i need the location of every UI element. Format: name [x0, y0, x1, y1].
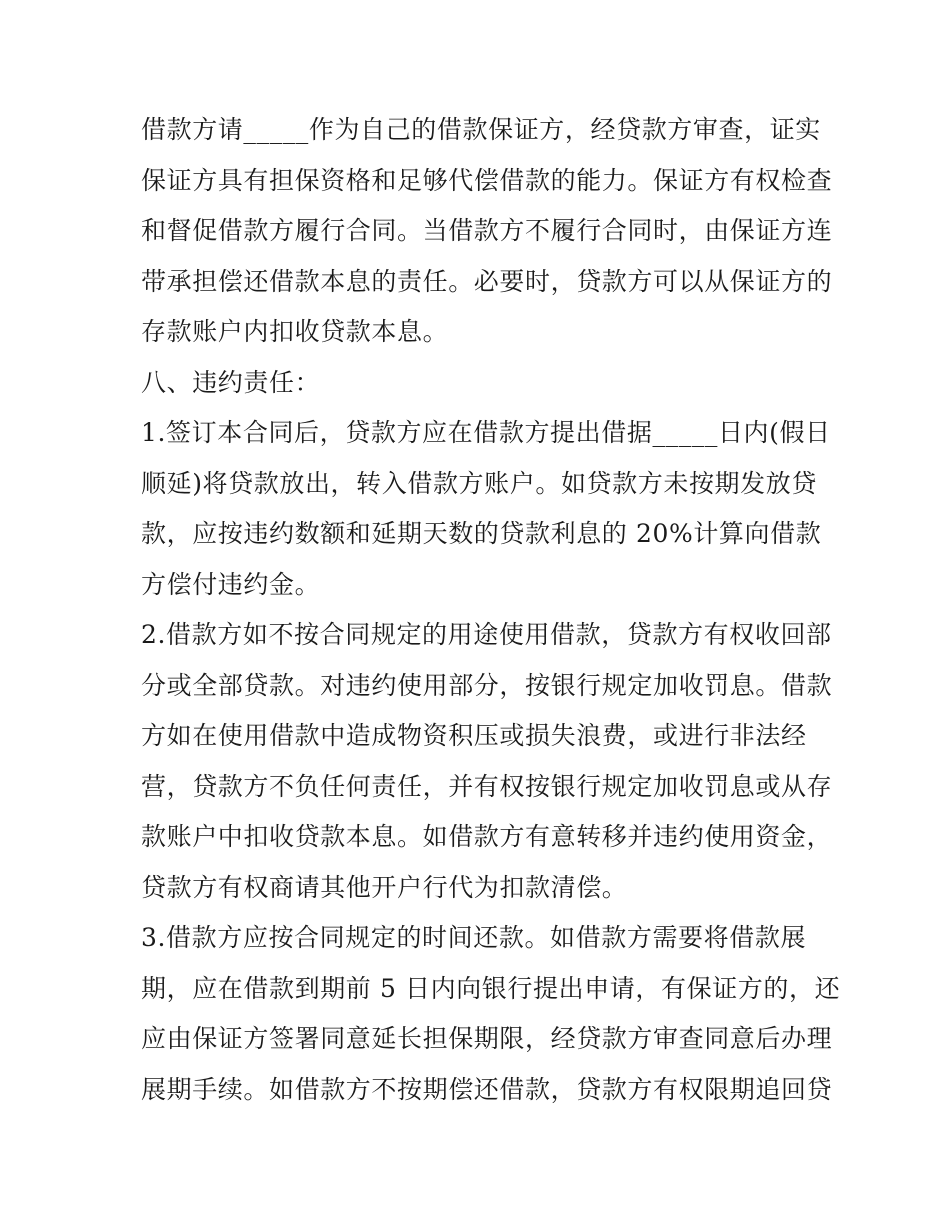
text-line: 期，应在借款到期前 5 日内向银行提出申请，有保证方的，还 — [141, 973, 841, 1003]
text-line: 贷款方有权商请其他开户行代为扣款清偿。 — [141, 872, 628, 902]
text-line: 1.签订本合同后，贷款方应在借款方提出借据_____日内(假日 — [141, 418, 831, 447]
document-page — [141, 105, 841, 1115]
text-line: 2.借款方如不按合同规定的用途使用借款，贷款方有权收回部 — [141, 620, 832, 649]
text-line: 带承担偿还借款本息的责任。必要时，贷款方可以从保证方的 — [141, 266, 833, 296]
text-line: 保证方具有担保资格和足够代偿借款的能力。保证方有权检查 — [141, 165, 833, 195]
text-line: 借款方请_____作为自己的借款保证方，经贷款方审查，证实 — [141, 115, 821, 144]
clause-2 — [141, 610, 833, 913]
text-line: 和督促借款方履行合同。当借款方不履行合同时，由保证方连 — [141, 216, 833, 245]
clause-1 — [141, 408, 831, 610]
text-line: 八、违约责任： — [141, 367, 321, 397]
text-line: 3.借款方应按合同规定的时间还款。如借款方需要将借款展 — [141, 923, 807, 952]
text-line: 展期手续。如借款方不按期偿还借款，贷款方有权限期追回贷 — [141, 1074, 833, 1104]
text-line: 款，应按违约数额和延期天数的贷款利息的 20%计算向借款 — [141, 519, 822, 548]
text-line: 方偿付违约金。 — [141, 569, 321, 599]
clause-3 — [141, 913, 841, 1115]
text-line: 营，贷款方不负任何责任，并有权按银行规定加收罚息或从存 — [141, 771, 833, 801]
text-line: 应由保证方签署同意延长担保期限，经贷款方审查同意后办理 — [141, 1024, 833, 1053]
section-heading-breach — [141, 358, 816, 409]
text-line: 分或全部贷款。对违约使用部分，按银行规定加收罚息。借款 — [141, 670, 833, 700]
text-line: 顺延)将贷款放出，转入借款方账户。如贷款方未按期发放贷 — [141, 468, 817, 498]
text-line: 方如在使用借款中造成物资积压或损失浪费，或进行非法经 — [141, 721, 807, 750]
text-line: 存款账户内扣收贷款本息。 — [141, 317, 449, 346]
paragraph-guarantor — [141, 105, 833, 358]
text-line: 款账户中扣收贷款本息。如借款方有意转移并违约使用资金， — [141, 822, 833, 851]
